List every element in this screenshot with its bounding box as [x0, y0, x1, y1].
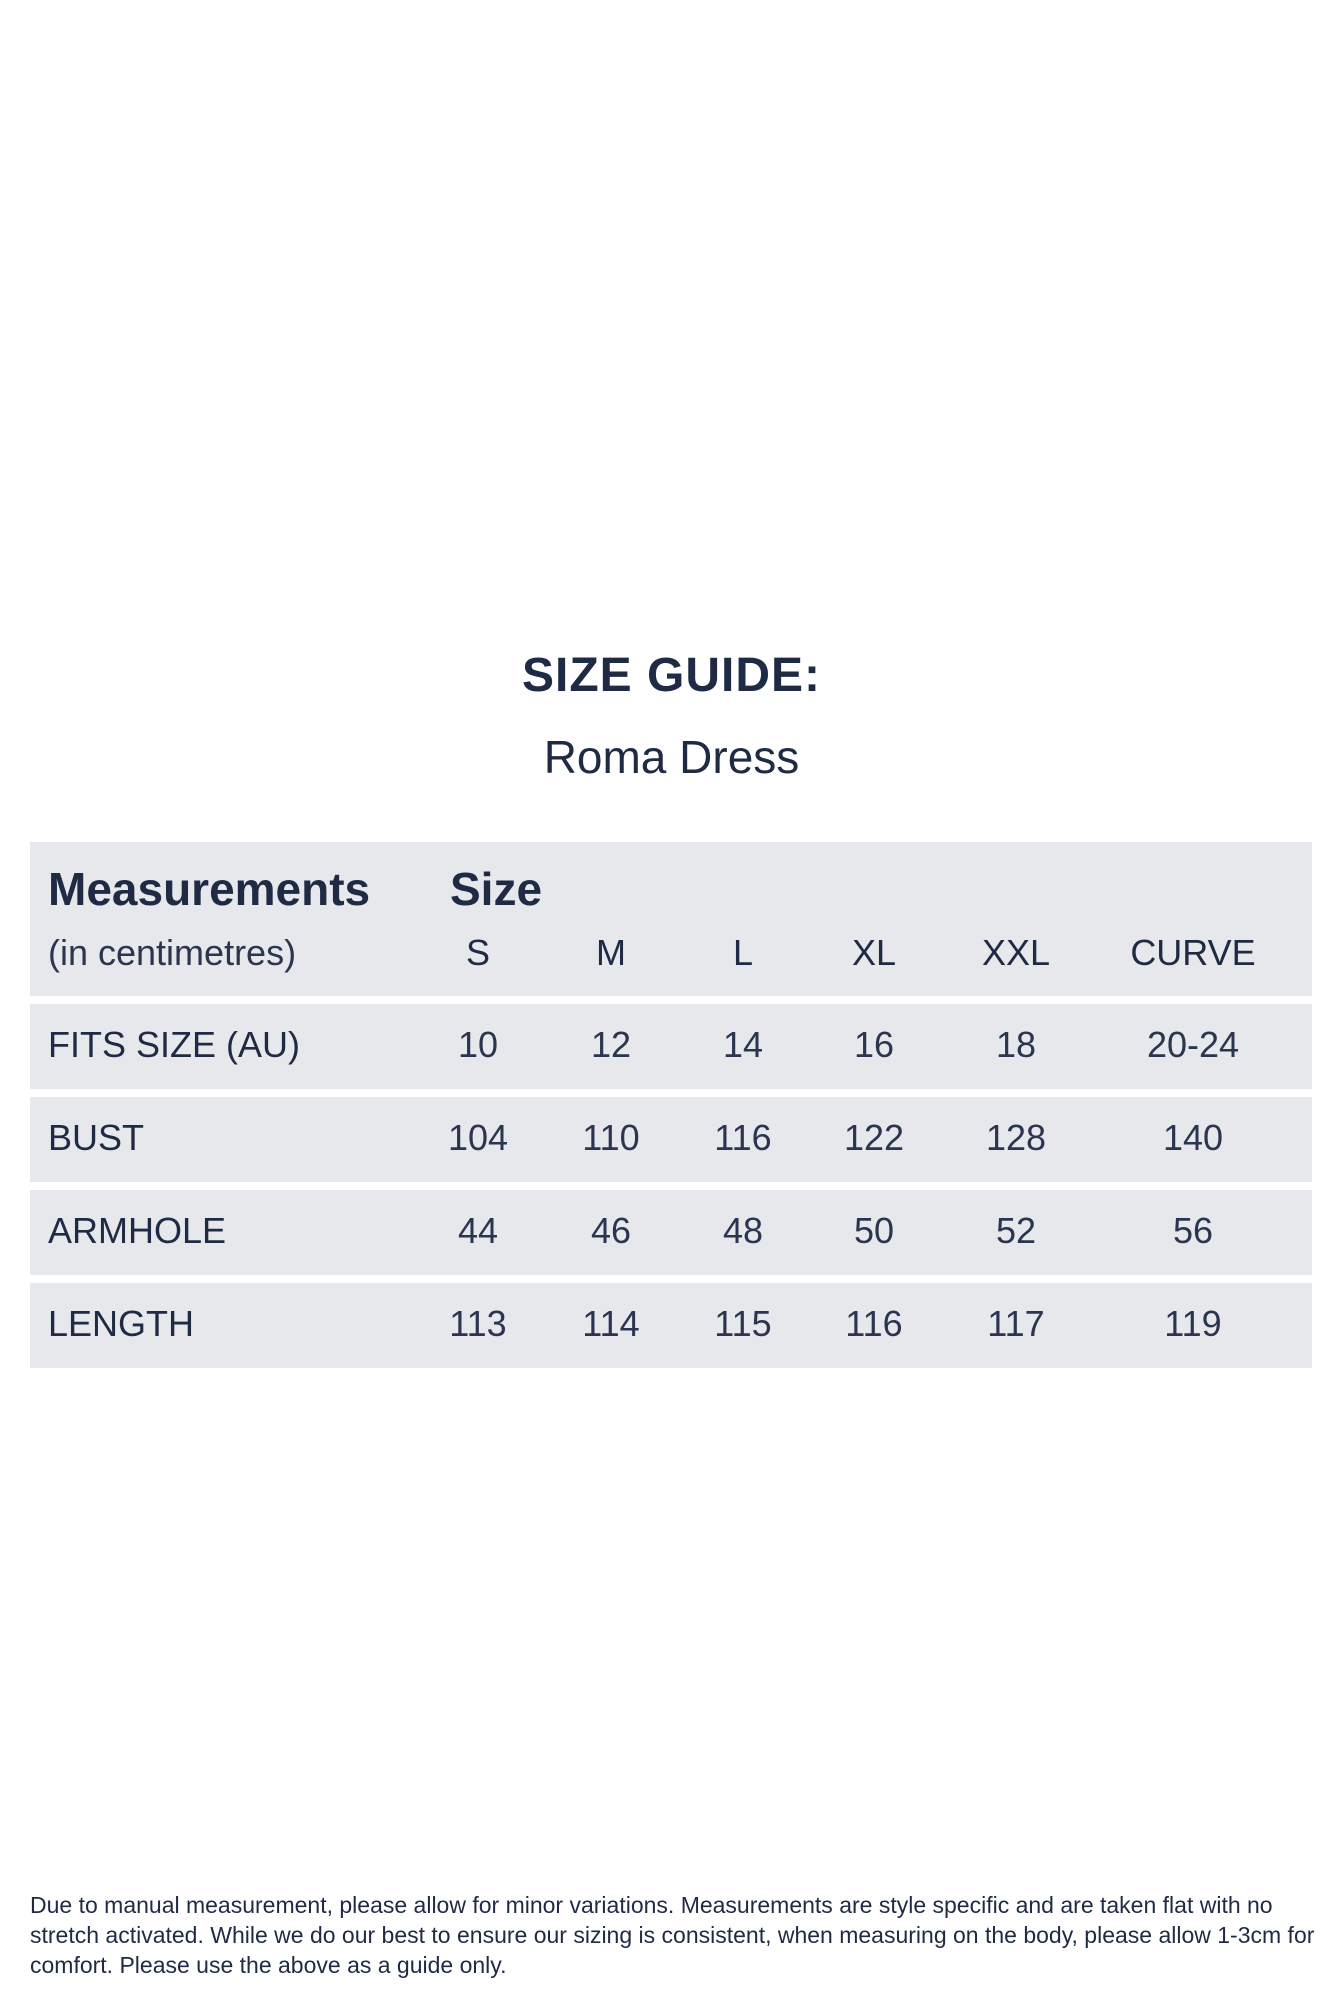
table-cell: 14 [722, 1024, 764, 1065]
table-cell: 44 [457, 1210, 499, 1251]
table-cell: 48 [722, 1210, 764, 1251]
table-cell: 115 [714, 1303, 772, 1344]
table-header-row [30, 842, 1312, 996]
disclaimer-note: Due to manual measurement, please allow for minor variations. Measurements are style specific and are taken flat with no stretch activated. While we do our best to ensure our sizing is consistent, when measuring on the body, please allow 1-3cm for comfort. Please use the above as a guide only. [30, 1892, 1315, 1978]
size-header-curve: CURVE [1130, 932, 1256, 973]
size-heading: Size [450, 863, 543, 915]
table-cell: 128 [985, 1117, 1047, 1158]
table-cell: 10 [457, 1024, 499, 1065]
table-cell: 119 [1164, 1303, 1222, 1344]
row-label: LENGTH [48, 1303, 195, 1344]
size-header-xxl: XXL [981, 932, 1051, 973]
size-header-s: S [465, 932, 490, 973]
table-cell: 20-24 [1146, 1024, 1240, 1065]
row-label: BUST [48, 1117, 145, 1158]
product-name: Roma Dress [543, 731, 800, 783]
table-row [30, 1190, 1312, 1275]
size-header-l: L [732, 932, 754, 973]
measurements-heading: Measurements [48, 863, 371, 915]
row-label: FITS SIZE (AU) [48, 1024, 300, 1065]
table-cell: 140 [1162, 1117, 1224, 1158]
table-cell: 16 [853, 1024, 895, 1065]
table-cell: 114 [582, 1303, 640, 1344]
table-cell: 50 [853, 1210, 895, 1251]
table-row [30, 1004, 1312, 1089]
page-title: SIZE GUIDE: [521, 649, 822, 702]
table-cell: 122 [843, 1117, 905, 1158]
table-cell: 104 [447, 1117, 509, 1158]
units-note: (in centimetres) [48, 932, 297, 973]
table-cell: 116 [714, 1117, 772, 1158]
size-header-xl: XL [851, 932, 897, 973]
table-cell: 110 [582, 1117, 640, 1158]
table-cell: 117 [987, 1303, 1045, 1344]
size-header-m: M [596, 932, 626, 973]
table-cell: 56 [1172, 1210, 1214, 1251]
table-cell: 52 [995, 1210, 1037, 1251]
table-cell: 113 [449, 1303, 507, 1344]
size-guide-table [30, 842, 1312, 1376]
table-cell: 116 [845, 1303, 903, 1344]
table-cell: 46 [590, 1210, 632, 1251]
table-row [30, 1283, 1312, 1368]
table-row [30, 1097, 1312, 1182]
table-cell: 18 [995, 1024, 1037, 1065]
row-label: ARMHOLE [48, 1210, 227, 1251]
table-cell: 12 [590, 1024, 632, 1065]
